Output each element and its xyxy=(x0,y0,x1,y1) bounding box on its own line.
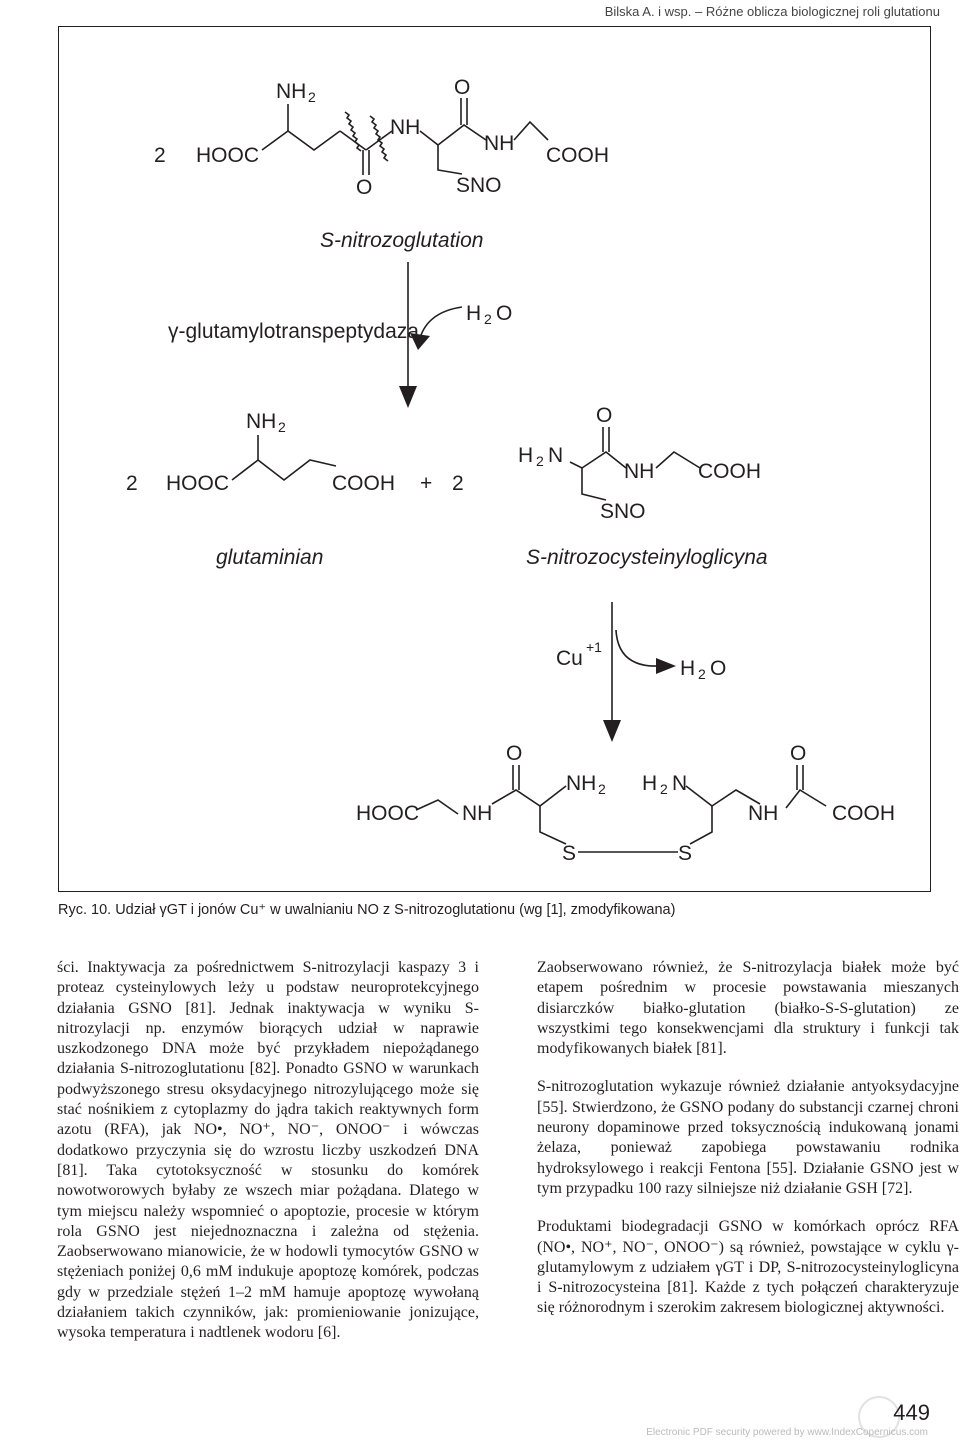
cysgly-carbonyl-o: O xyxy=(596,404,613,427)
down-arrow-head-1 xyxy=(399,386,417,408)
copper-charge: +1 xyxy=(586,639,602,655)
water-sub-1: 2 xyxy=(484,311,492,327)
glutaminian-hooc: HOOC xyxy=(166,472,229,495)
water-h-2: H xyxy=(680,657,696,680)
final-h2n-h: H xyxy=(642,772,658,795)
right-paragraph-2: S-nitrozoglutation wykazuje również działanie antyoksydacyjne [55]. Stwierdzono, że GSNO podany do substancji czarnej chroni neurony dopaminowe przed toksycznością indukowaną jonami żelaza, ponieważ zapobiega powstawaniu rodnika hydroksylowego i reakcji Fentona [55]. Działanie GSNO jest w tym przypadku 100 razy silniejsze niż działanie GSH [72]. xyxy=(537,1078,959,1197)
final-cooh: COOH xyxy=(832,802,895,825)
name-glutaminian: glutaminian xyxy=(216,546,324,569)
final-s-right: S xyxy=(678,842,693,865)
water-o-1: O xyxy=(496,302,513,325)
final-h2n-n: N xyxy=(672,772,688,795)
cysgly-h-sub: 2 xyxy=(536,453,544,469)
running-header: Bilska A. i wsp. – Różne oblicza biologicznej roli glutationu xyxy=(604,4,940,19)
reactant-nh-2: NH xyxy=(484,132,515,155)
arrowheads xyxy=(399,333,676,742)
reactant-carbonyl-o-2: O xyxy=(454,76,471,99)
security-footer: Electronic PDF security powered by www.IndexCopernicus.com xyxy=(646,1427,928,1438)
water-h-1: H xyxy=(466,302,482,325)
second-coefficient: 2 xyxy=(452,472,464,495)
cysgly-h: H xyxy=(518,444,534,467)
cysgly-nh: NH xyxy=(624,460,655,483)
reactant-carbonyl-o: O xyxy=(356,176,373,199)
reactant-nh2-sub: 2 xyxy=(308,89,316,105)
enzyme-label: γ-glutamylotranspeptydaza xyxy=(168,320,419,343)
cysgly-n: N xyxy=(548,444,564,467)
product-coefficient: 2 xyxy=(126,472,138,495)
reactant-hooc: HOOC xyxy=(196,144,259,167)
water-sub-2: 2 xyxy=(698,666,706,682)
right-paragraph-3: Produktami biodegradacji GSNO w komórkach oprócz RFA (NO•, NO⁺, NO⁻, ONOO⁻) są również, powstające w cyklu γ-glutamylowym z udziałem γGT i DP, S-nitrozocysteinyloglicyna i S-nitrozocysteina [81]. Każde z tych połączeń charakteryzuje się różnorodnym i szerokim zakresem biologicznej aktywności. xyxy=(537,1218,959,1317)
right-paragraph-1: Zaobserwowano również, że S-nitrozylacja białek może być etapem pośrednim w procesie powstawania mieszanych disiarczków białko-glutation (białko-S-S-glutation) ze wszystkimi tego konsekwencjami dla struktury i funkcji tak modyfikowanych białek [81]. xyxy=(537,959,959,1058)
name-s-nitrozoglutation: S-nitrozoglutation xyxy=(320,229,484,252)
page-number: 449 xyxy=(893,1400,930,1425)
cysgly-cooh: COOH xyxy=(698,460,761,483)
plus-sign: + xyxy=(420,472,433,495)
glutaminian-nh2-sub: 2 xyxy=(278,419,286,435)
final-nh2: NH xyxy=(566,772,597,795)
final-o-left: O xyxy=(506,742,523,765)
water-o-2: O xyxy=(710,657,727,680)
name-s-nitrozocysteinyloglicyna: S-nitrozocysteinyloglicyna xyxy=(526,546,768,569)
right-column xyxy=(537,958,959,1337)
reactant-sno: SNO xyxy=(456,174,502,197)
figure-caption: Ryc. 10. Udział γGT i jonów Cu⁺ w uwalnianiu NO z S-nitrozoglutationu (wg [1], zmodyfikowana) xyxy=(58,902,676,918)
final-nh2-sub: 2 xyxy=(598,781,606,797)
final-h2n-sub: 2 xyxy=(660,781,668,797)
water-arrow-head-2 xyxy=(656,658,676,674)
reactant-nh-1: NH xyxy=(390,116,421,139)
left-paragraph-1: ści. Inaktywacja za pośrednictwem S-nitrozylacji kaspazy 3 i proteaz cysteinylowych leży u podstaw neuroprotekcyjnego działania GSNO [81]. Jednak inaktywacja w wyniku S-nitrozylacji np. enzymów biorących udział w naprawie uszkodzonego DNA może być przykładem niepożądanego działania S-nitrozoglutationu [82]. Ponadto GSNO w warunkach podwyższonego stresu oksydacyjnego nitrozylującego może się stać nośnikiem z cytoplazmy do jądra takich reaktywnych form azotu (RFA), jak NO•, NO⁺, NO⁻, ONOO⁻ i wówczas dodatkowo przyczynia się do wzrostu liczby uszkodzeń DNA [81]. Taka cytotoksyczność w stosunku do komórek nowotworowych byłaby ze wszech miar pożądana. Dlatego w tym miejscu należy wspomnieć o apoptozie, procesie w którym rola GSNO jest niejednoznaczna i zależna od stężenia. Zaobserwowano mianowicie, że w hodowli tymocytów GSNO w stężeniach poniżej 0,6 mM indukuje apoptozę komórek, podczas gdy w przedziale stężeń 1–2 mM hamuje apoptozę wywołaną działaniem takich czynników, jak: promieniowanie jonizujące, wysoka temperatura i nadtlenek wodoru [6]. xyxy=(57,959,479,1342)
final-o-right: O xyxy=(790,742,807,765)
glutaminian-nh2: NH xyxy=(246,410,277,433)
final-s-left: S xyxy=(562,842,577,865)
cysgly-sno: SNO xyxy=(600,500,646,523)
reactant-nh2: NH xyxy=(276,80,307,103)
final-hooc: HOOC xyxy=(356,802,419,825)
glutaminian-cooh: COOH xyxy=(332,472,395,495)
down-arrow-head-2 xyxy=(603,720,621,742)
final-nh-right: NH xyxy=(748,802,779,825)
copper-ion: Cu xyxy=(556,647,583,670)
final-nh-left: NH xyxy=(462,802,493,825)
reactant-cooh: COOH xyxy=(546,144,609,167)
reactant-coefficient: 2 xyxy=(154,144,166,167)
left-column xyxy=(57,958,479,1362)
